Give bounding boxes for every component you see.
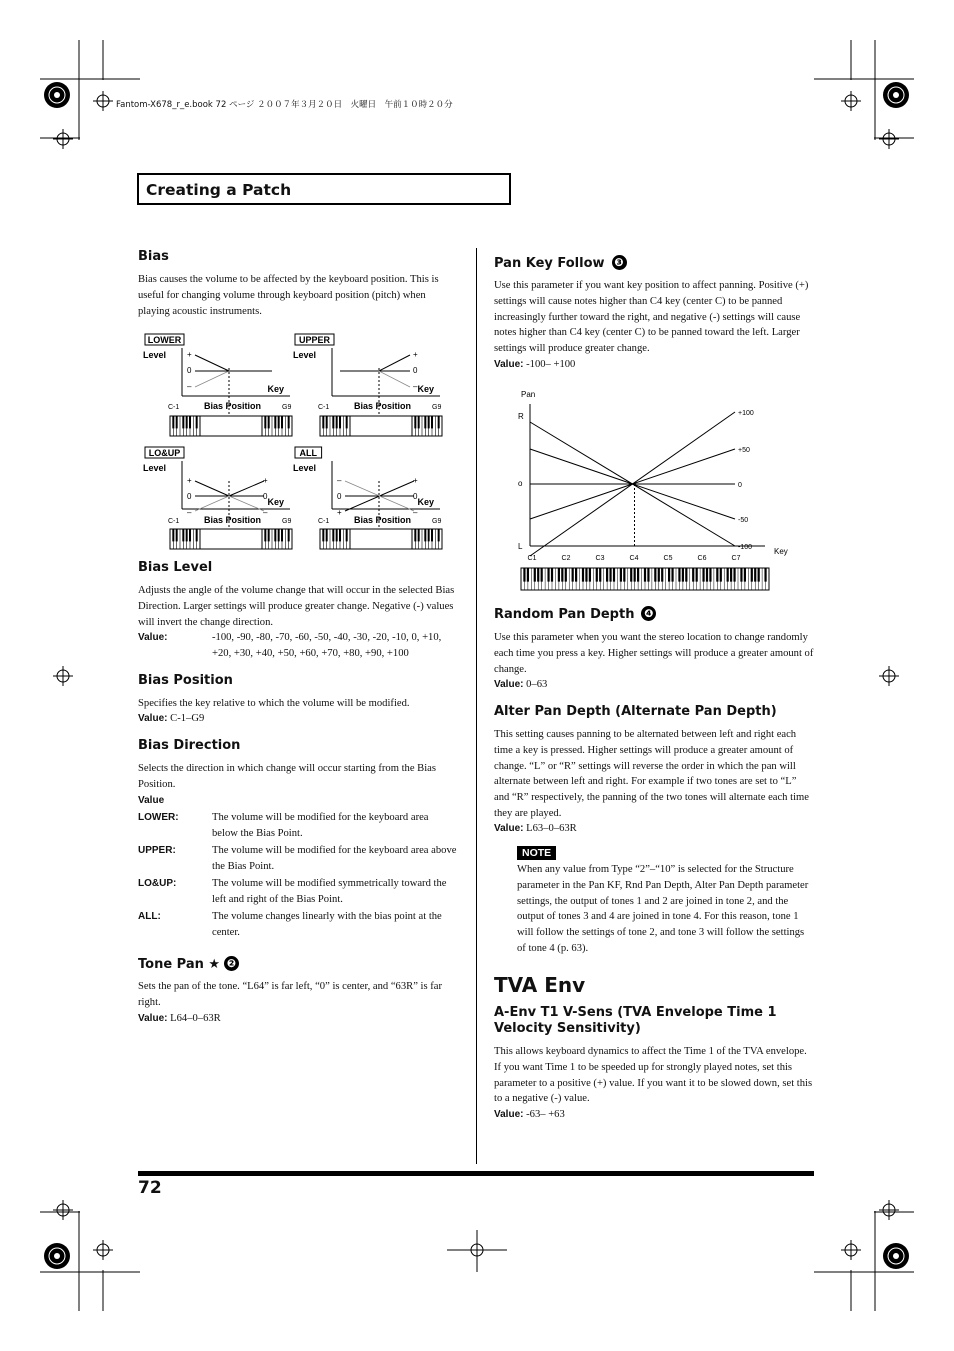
level-label: Level: [293, 350, 317, 360]
black-key: [658, 568, 660, 582]
term-all: ALL:: [138, 911, 161, 922]
black-key: [431, 416, 433, 428]
curve-line: [195, 355, 229, 371]
bias-heading: Bias: [138, 249, 169, 264]
black-key: [551, 568, 553, 582]
minus-sign: –: [187, 508, 192, 517]
footer-rule: [138, 1171, 814, 1176]
note-label: C1: [527, 555, 537, 562]
keyboard-frame: [170, 416, 292, 436]
bias-direction-value-label: Value: [138, 795, 165, 806]
black-key: [414, 416, 416, 428]
pan-key-follow-value-line: [494, 359, 575, 370]
bias-position-label: Bias Position: [354, 515, 412, 525]
pan-key-follow-heading: [494, 255, 627, 271]
desc-lower: The volume will be modified for the keyboard area below the Bias Point.: [212, 812, 429, 839]
black-key: [727, 568, 729, 582]
bias-keyboard: [170, 416, 292, 436]
black-key: [582, 568, 584, 582]
black-key: [336, 529, 338, 541]
number-badge-4: ❹: [641, 606, 656, 621]
black-key: [182, 416, 184, 428]
bias-position-label: Bias Position: [354, 401, 412, 411]
bias-level-heading: Bias Level: [138, 560, 213, 575]
tone-pan-value: L64–0–63R: [170, 1013, 221, 1024]
note-badge: NOTE: [517, 846, 556, 860]
alter-pan-depth-value-label: Value:: [494, 823, 524, 834]
black-key: [733, 568, 735, 582]
black-key: [428, 416, 430, 428]
black-key: [730, 568, 732, 582]
pan-key-follow-graph: [510, 385, 800, 595]
bias-label: ALL: [299, 448, 318, 458]
black-key: [692, 568, 694, 582]
black-key: [740, 568, 742, 582]
random-pan-depth-heading: [494, 606, 656, 622]
black-key: [609, 568, 611, 582]
black-key: [634, 568, 636, 582]
pan-keyboard: [521, 568, 769, 590]
bias-position-value-label: Value:: [138, 713, 168, 724]
center-label: o: [518, 479, 523, 488]
keyboard-frame: [170, 529, 292, 549]
black-key: [189, 529, 191, 541]
note-body: When any value from Type “2”–“10” is selected for the Structure parameter in the Pan KF, Rnd Pan Depth, Alter Pan Depth parameter settings, the output of tones 1 and 2 are joined in tone 2, and the output of tones 3 and 4 are joined in tone 4. For this reason, tone 1 will follow the settings of tone 2, and tone 3 will follow the settings of tone 4 (p. 63).: [517, 864, 809, 954]
term-lower: LOWER:: [138, 812, 179, 823]
black-key: [709, 568, 711, 582]
black-key: [264, 416, 266, 428]
minus-sign: –: [413, 508, 418, 517]
black-key: [414, 529, 416, 541]
bias-level-value-label: Value:: [138, 632, 168, 643]
black-key: [268, 529, 270, 541]
black-key: [620, 568, 622, 582]
low-note-label: C-1: [318, 404, 330, 411]
random-pan-depth-body: Use this parameter when you want the stereo location to change randomly each time you press a key. Higher settings will produce a greater amount of change.: [494, 632, 814, 675]
plus-sign: +: [337, 508, 342, 517]
random-pan-depth-value: 0–63: [526, 679, 548, 690]
zero-label: 0: [263, 492, 268, 501]
key-label: Key: [417, 497, 434, 507]
black-key: [716, 568, 718, 582]
page-number: 72: [138, 1178, 162, 1198]
black-key: [623, 568, 625, 582]
note-label: C5: [663, 555, 673, 562]
black-key: [537, 568, 539, 582]
tone-pan-value-line: [138, 1013, 221, 1024]
black-key: [744, 568, 746, 582]
black-key: [647, 568, 649, 582]
section-title: Creating a Patch: [146, 181, 292, 199]
black-key: [585, 568, 587, 582]
black-key: [671, 568, 673, 582]
black-key: [176, 416, 178, 428]
bias-panel-upper: [293, 334, 442, 436]
desc-loup: The volume will be modified symmetrically toward the left and right of the Bias Point.: [212, 878, 447, 905]
low-note-label: C-1: [318, 518, 330, 525]
black-key: [172, 529, 174, 541]
black-key: [281, 416, 283, 428]
zero-label: 0: [413, 366, 418, 375]
zero-label: 0: [337, 492, 342, 501]
zero-label: 0: [413, 492, 418, 501]
pan-value-label: +100: [738, 410, 754, 417]
high-note-label: G9: [432, 404, 442, 411]
black-key: [706, 568, 708, 582]
bias-direction-body: Selects the direction in which change will occur starting from the Bias Position.: [138, 763, 437, 790]
black-key: [189, 416, 191, 428]
zero-label: 0: [187, 492, 192, 501]
alter-pan-depth-value-line: [494, 823, 577, 834]
high-note-label: G9: [282, 404, 292, 411]
black-key: [332, 529, 334, 541]
black-key: [418, 416, 420, 428]
pan-value-label: 0: [738, 482, 742, 489]
black-key: [186, 416, 188, 428]
section-title-box: [137, 173, 511, 205]
a-env-heading: A-Env T1 V-Sens (TVA Envelope Time 1 Velocity Sensitivity): [494, 1005, 777, 1036]
pan-value-label: -50: [738, 517, 749, 524]
bias-position-heading: Bias Position: [138, 673, 233, 688]
black-key: [281, 529, 283, 541]
bias-keyboard: [170, 529, 292, 549]
black-key: [274, 529, 276, 541]
black-key: [322, 529, 324, 541]
plus-sign: +: [187, 476, 192, 485]
black-key: [196, 416, 198, 428]
keyboard-frame: [320, 529, 442, 549]
black-key: [758, 568, 760, 582]
plus-sign: +: [413, 350, 418, 359]
black-key: [438, 416, 440, 428]
tva-env-heading: TVA Env: [494, 973, 586, 997]
bias-level-body: Adjusts the angle of the volume change that will occur in the selected Bias Direction. Larger settings will produce greater change. Negative (-) values will invert the change direction.: [138, 585, 455, 628]
zero-label: 0: [187, 366, 192, 375]
key-label: Key: [267, 384, 284, 394]
key-axis-label: Key: [774, 547, 788, 556]
black-key: [685, 568, 687, 582]
black-key: [565, 568, 567, 582]
black-key: [339, 416, 341, 428]
black-key: [589, 568, 591, 582]
left-label: L: [518, 542, 523, 551]
curve-line-inverted: [379, 371, 410, 387]
black-key: [561, 568, 563, 582]
number-badge-3: ❸: [612, 255, 627, 270]
bias-keyboard: [320, 416, 442, 436]
random-pan-depth-value-line: [494, 679, 547, 690]
tone-pan-heading: [138, 956, 239, 972]
desc-upper: The volume will be modified for the keyboard area above the Bias Point.: [212, 845, 457, 872]
bias-level-value: -100, -90, -80, -70, -60, -50, -40, -30, -20, -10, 0, +10, +20, +30, +40, +50, +60, +70, +80, +90, +100: [212, 632, 442, 659]
term-loup: LO&UP:: [138, 878, 177, 889]
black-key: [637, 568, 639, 582]
black-key: [182, 529, 184, 541]
file-info: Fantom-X678_r_e.book 72 ページ ２００７年３月２０日 火曜日 午前１０時２０分: [116, 100, 453, 110]
high-note-label: G9: [432, 518, 442, 525]
pan-value-label: +50: [738, 447, 750, 454]
right-label: R: [518, 412, 524, 421]
black-key: [678, 568, 680, 582]
black-key: [644, 568, 646, 582]
black-key: [322, 416, 324, 428]
random-pan-depth-title: Random Pan Depth: [494, 607, 635, 622]
pan-value-label: -100: [738, 544, 753, 551]
black-key: [668, 568, 670, 582]
black-key: [196, 529, 198, 541]
black-key: [523, 568, 525, 582]
black-key: [264, 529, 266, 541]
bias-panel-loup: [143, 447, 292, 549]
black-key: [424, 529, 426, 541]
bias-diagrams: [140, 330, 460, 556]
level-label: Level: [143, 350, 167, 360]
black-key: [596, 568, 598, 582]
black-key: [278, 529, 280, 541]
black-key: [278, 416, 280, 428]
black-key: [702, 568, 704, 582]
tone-pan-title: Tone Pan: [138, 957, 204, 972]
note-label: C7: [731, 555, 741, 562]
desc-all: The volume changes linearly with the bias point at the center.: [212, 911, 442, 938]
low-note-label: C-1: [168, 404, 180, 411]
black-key: [428, 529, 430, 541]
black-key: [336, 416, 338, 428]
a-env-value-line: [494, 1109, 565, 1120]
black-key: [751, 568, 753, 582]
bias-body: Bias causes the volume to be affected by the keyboard position. This is useful for changing volume through keyboard position (pitch) when playing acoustic instruments.: [138, 274, 439, 317]
black-key: [274, 416, 276, 428]
key-label: Key: [417, 384, 434, 394]
minus-sign: –: [337, 476, 342, 485]
black-key: [682, 568, 684, 582]
curve-line: [195, 481, 229, 496]
star-icon: ★: [208, 957, 221, 972]
number-badge-2: ❷: [224, 956, 239, 971]
bias-position-body: Specifies the key relative to which the volume will be modified.: [138, 698, 410, 709]
tone-pan-value-label: Value:: [138, 1013, 168, 1024]
black-key: [332, 416, 334, 428]
black-key: [288, 529, 290, 541]
black-key: [558, 568, 560, 582]
black-key: [630, 568, 632, 582]
black-key: [176, 529, 178, 541]
alter-pan-depth-value: L63–0–63R: [526, 823, 577, 834]
black-key: [606, 568, 608, 582]
black-key: [172, 416, 174, 428]
minus-sign: –: [263, 508, 268, 517]
black-key: [424, 416, 426, 428]
level-label: Level: [143, 463, 167, 473]
black-key: [339, 529, 341, 541]
note-label: C4: [629, 555, 639, 562]
black-key: [696, 568, 698, 582]
bias-position-label: Bias Position: [204, 515, 262, 525]
minus-sign: –: [187, 382, 192, 391]
note-label: C6: [697, 555, 707, 562]
keyboard-frame: [320, 416, 442, 436]
black-key: [326, 416, 328, 428]
black-key: [754, 568, 756, 582]
note-label: C3: [595, 555, 605, 562]
black-key: [654, 568, 656, 582]
low-note-label: C-1: [168, 518, 180, 525]
minus-sign: –: [413, 382, 418, 391]
bias-direction-heading: Bias Direction: [138, 738, 241, 753]
pan-key-follow-title: Pan Key Follow: [494, 256, 605, 271]
black-key: [186, 529, 188, 541]
plus-sign: +: [263, 476, 268, 485]
bias-panel-all: [293, 447, 442, 549]
key-label: Key: [267, 497, 284, 507]
black-key: [268, 416, 270, 428]
black-key: [599, 568, 601, 582]
alter-pan-depth-heading: Alter Pan Depth (Alternate Pan Depth): [494, 704, 777, 719]
curve-line-inverted: [195, 371, 229, 387]
black-key: [418, 529, 420, 541]
black-key: [346, 416, 348, 428]
term-upper: UPPER:: [138, 845, 176, 856]
pan-axis-label: Pan: [521, 390, 536, 399]
black-key: [661, 568, 663, 582]
black-key: [572, 568, 574, 582]
bias-position-value-line: [138, 713, 204, 724]
black-key: [288, 416, 290, 428]
black-key: [326, 529, 328, 541]
curve-line: [229, 481, 264, 496]
black-key: [541, 568, 543, 582]
black-key: [575, 568, 577, 582]
bias-panel-lower: [143, 334, 292, 436]
tone-pan-body: Sets the pan of the tone. “L64” is far left, “0” is center, and “63R” is far right.: [138, 981, 443, 1008]
black-key: [720, 568, 722, 582]
black-key: [613, 568, 615, 582]
note-label: C2: [561, 555, 571, 562]
bias-position-value: C-1–G9: [170, 713, 205, 724]
black-key: [764, 568, 766, 582]
pan-key-follow-value-label: Value:: [494, 359, 524, 370]
a-env-body: This allows keyboard dynamics to affect the Time 1 of the TVA envelope. If you want Time 1 to be speeded up for strongly played notes, set this parameter to a positive (+) value. If you want it to be slowed down, set this to a negative (-) value.: [494, 1046, 813, 1105]
column-divider: [476, 248, 477, 1164]
random-pan-depth-value-label: Value:: [494, 679, 524, 690]
pan-key-follow-body: Use this parameter if you want key position to affect panning. Positive (+) settings will cause notes higher than C4 key (center C) to be panned increasingly further toward the right, and negative (-) settings will cause notes higher than C4 key (center C) to be panned toward the left. Larger settings will produce greater change.: [494, 280, 809, 355]
level-label: Level: [293, 463, 317, 473]
black-key: [346, 529, 348, 541]
black-key: [527, 568, 529, 582]
alter-pan-depth-body: This setting causes panning to be alternated between left and right each time a key is pressed. Higher settings will produce a greater amount of change. “L” or “R” settings will reverse the order in which the pan will alternate between left and right. For example if two tones are set to “L” and “R” respectively, the panning of the two tones will alternate each time they are played.: [494, 729, 809, 819]
plus-sign: +: [413, 476, 418, 485]
pan-key-follow-value: -100– +100: [526, 359, 576, 370]
curve-line: [379, 355, 410, 371]
black-key: [438, 529, 440, 541]
plus-sign: +: [187, 350, 192, 359]
bias-label: LOWER: [147, 335, 182, 345]
black-key: [431, 529, 433, 541]
a-env-value-label: Value:: [494, 1109, 524, 1120]
a-env-value: -63– +63: [526, 1109, 565, 1120]
bias-position-label: Bias Position: [204, 401, 262, 411]
bias-keyboard: [320, 529, 442, 549]
high-note-label: G9: [282, 518, 292, 525]
bias-label: LO&UP: [148, 448, 181, 458]
black-key: [534, 568, 536, 582]
black-key: [547, 568, 549, 582]
bias-label: UPPER: [298, 335, 331, 345]
